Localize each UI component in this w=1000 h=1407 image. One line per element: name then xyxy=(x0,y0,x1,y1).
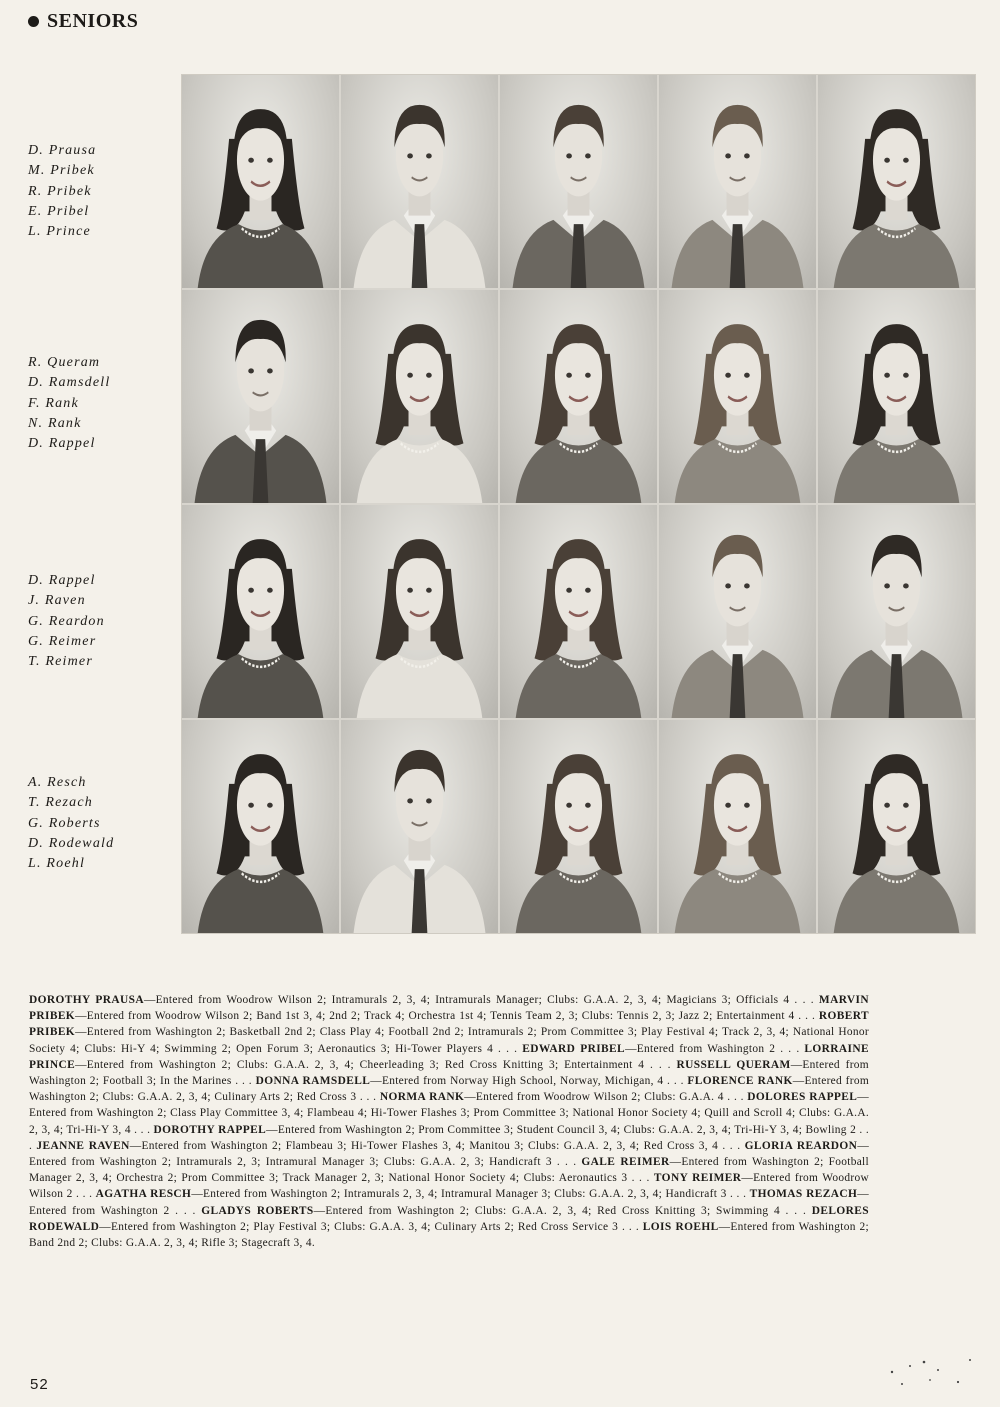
biography-entry: GLORIA REARDON—Entered from Washington 2; Intramurals 2, 3; Intramural Manager 3; Clubs: G.A.A. 2, 3; Handicraft 3 xyxy=(29,1139,870,1169)
student-name: L. Roehl xyxy=(28,856,86,872)
biography-details: Entered from Woodrow Wilson 2; Band 1st 3, 4; 2nd 2; Track 4; Orchestra 1st 4; Tennis Team 2, 3; Clubs: Tennis 2, 3; Jazz 2; Entertainment 4 xyxy=(86,1010,795,1023)
student-name: G. Roberts xyxy=(28,815,101,831)
biography-details: Entered from Washington 2; Prom Committee 3; Student Council 3, 4; Clubs: G.A.A. 2, 3, 4; Tri-Hi-Y 3, 4; Bowling 2 xyxy=(277,1123,857,1136)
biography-entry: GLADYS ROBERTS—Entered from Washington 2; Clubs: G.A.A. 2, 3, 4; Red Cross Knitting 3; Swimming 4 xyxy=(201,1204,780,1217)
senior-portrait-photo xyxy=(500,720,657,933)
biography-details: Entered from Norway High School, Norway, Michigan, 4 xyxy=(381,1075,664,1088)
biography-entry: NORMA RANK—Entered from Woodrow Wilson 2; Clubs: G.A.A. 4 xyxy=(379,1091,724,1104)
senior-portrait-photo xyxy=(818,75,975,288)
row-name-list xyxy=(28,571,105,672)
student-name: A. Resch xyxy=(28,775,87,790)
biography-entry: TONY REIMER—Entered from Woodrow Wilson 2 xyxy=(29,1172,870,1201)
senior-portrait-photo xyxy=(341,290,498,503)
biography-name: TONY REIMER xyxy=(653,1172,742,1185)
student-name: T. Rezach xyxy=(28,795,93,811)
biography-details: Entered from Washington 2; Intramurals 2, 3, 4; Intramural Manager 3; Clubs: G.A.A. 2, 3, 4; Handicraft 3 xyxy=(203,1188,727,1201)
biography-name: RUSSELL QUERAM xyxy=(676,1058,791,1071)
biography-details: Entered from Washington 2; Intramurals 2, 3; Intramural Manager 3; Clubs: G.A.A. 2, 3; Handicraft 3 xyxy=(29,1156,552,1169)
biography-details: Entered from Washington 2; Flambeau 3; Hi-Tower Flashes 3, 4; Manitou 3; Clubs: G.A.A. 2, 3, 4; Red Cross 3, 4 xyxy=(141,1139,719,1152)
biography-name: EDWARD PRIBEL xyxy=(522,1042,626,1055)
biography-text: DOROTHY PRAUSA—Entered from Woodrow Wilson 2; Intramurals 2, 3, 4; Intramurals Manager; Clubs: G.A.A. 2, 3, 4; Magicians 3; Officials 4 . . . MARVIN PRIBEK—Entered from Woodrow Wilson 2; Band 1st 3, 4; 2nd 2; Track 4; Orchestra 1st 4; Tennis Team 2, 3; Clubs: Tennis 2, 3; Jazz 2; Entertainment 4 . . . ROBERT PRIBEK—Entered from Washington 2; Basketball 2nd 2; Class Play 4; Football 2nd 2; Intramurals 2; Prom Committee 3; Play Festival 4; Track 2, 3, 4; National Honor Society 4; Clubs: Hi-Y 4; Swimming 2; Open Forum 3; Aeronautics 3; Hi-Tower Players 4 . . . EDWARD PRIBEL—Entered from Washington 2 . . . LORRAINE PRINCE—Entered from Washington 2; Clubs: G.A.A. 2, 3, 4; Cheerleading 3; Red Cross Knitting 3; Entertainment 4 . . . RUSSELL QUERAM—Entered from Washington 2; Football 3; In the Marines . . . DONNA RAMSDELL—Entered from Norway High School, Norway, Michigan, 4 . . . FLORENCE RANK—Entered from Washington 2; Clubs: G.A.A. 2, 3, 4; Culinary Arts 2; Red Cross 3 . . . NORMA RANK—Entered from Woodrow Wilson 2; Clubs: G.A.A. 4 . . . DOLORES RAPPEL—Entered from Washington 2; Class Play Committee 3, 4; Flambeau 4; Hi-Tower Flashes 3; Prom Committee 3; National Honor Society 4; Quill and Scroll 4; Clubs: G.A.A. 2, 3, 4; Tri-Hi-Y 3, 4 . . . DOROTHY RAPPEL—Entered from Washington 2; Prom Committee 3; Student Council 3, 4; Clubs: G.A.A. 2, 3, 4; Tri-Hi-Y 3, 4; Bowling 2 . . . JEANNE RAVEN—Entered from Washington 2; Flambeau 3; Hi-Tower Flashes 3, 4; Manitou 3; Clubs: G.A.A. 2, 3, 4; Red Cross 3, 4 . . . GLORIA REARDON—Entered from Washington 2; Intramurals 2, 3; Intramural Manager 3; Clubs: G.A.A. 2, 3; Handicraft 3 . . . GALE REIMER—Entered from Washington 2; Football Manager 2, 3, 4; Orchestra 2; Prom Committee 3; Track Manager 2, 3; National Honor Society 4; Clubs: Aeronautics 3 . . . TONY REIMER—Entered from Woodrow Wilson 2 . . . AGATHA RESCH—Entered from Washington 2; Intramurals 2, 3, 4; Intramural Manager 3; Clubs: G.A.A. 2, 3, 4; Handicraft 3 . . . THOMAS REZACH—Entered from Washington 2 . . . GLADYS ROBERTS—Entered from Washington 2; Clubs: G.A.A. 2, 3, 4; Red Cross Knitting 3; Swimming 4 . . . DELORES RODEWALD—Entered from Washington 2; Play Festival 3; Clubs: G.A.A. 3, 4; Culinary Arts 2; Red Cross Service 3 . . . LOIS ROEHL—Entered from Washington 2; Band 2nd 2; Clubs: G.A.A. 2, 3, 4; Rifle 3; Stagecraft 3, 4. xyxy=(29,994,870,1250)
biography-details: Entered from Washington 2; Play Festival 3; Clubs: G.A.A. 3, 4; Culinary Arts 2; Red Cross Service 3 xyxy=(111,1220,619,1233)
senior-portrait-photo xyxy=(818,505,975,718)
senior-portrait-photo xyxy=(659,75,816,288)
biography-entry: DOROTHY PRAUSA—Entered from Woodrow Wilson 2; Intramurals 2, 3, 4; Intramurals Manager; Clubs: G.A.A. 2, 3, 4; Magicians 3; Officials 4 xyxy=(29,994,790,1006)
biography-entry: LOIS ROEHL—Entered from Washington 2; Band 2nd 2; Clubs: G.A.A. 2, 3, 4; Rifle 3; Stagecraft 3, 4. xyxy=(29,1220,869,1250)
row-name-list xyxy=(28,141,96,242)
biography-entry: LORRAINE PRINCE—Entered from Washington 2; Clubs: G.A.A. 2, 3, 4; Cheerleading 3; Red Cross Knitting 3; Entertainment 4 xyxy=(29,1042,869,1071)
senior-portrait-photo xyxy=(182,75,339,288)
biography-name: ROBERT PRIBEK xyxy=(29,1010,869,1039)
student-name: L. Prince xyxy=(28,224,91,240)
senior-portrait-photo xyxy=(182,290,339,503)
biography-details: Entered from Washington 2; Class Play Committee 3, 4; Flambeau 4; Hi-Tower Flashes 3; Prom Committee 3; National Honor Society 4; Quill and Scroll 4; Clubs: G.A.A. 2, 3, 4; Tri-Hi-Y 3, 4 xyxy=(29,1107,869,1136)
student-name: R. Queram xyxy=(28,355,101,370)
senior-photo-grid xyxy=(181,74,976,934)
student-name: D. Rodewald xyxy=(28,835,115,851)
biography-details: Entered from Washington 2; Clubs: G.A.A. 2, 3, 4; Culinary Arts 2; Red Cross 3 xyxy=(29,1075,869,1104)
senior-portrait-photo xyxy=(659,505,816,718)
biography-entry: JEANNE RAVEN—Entered from Washington 2; Flambeau 3; Hi-Tower Flashes 3, 4; Manitou 3; Clubs: G.A.A. 2, 3, 4; Red Cross 3, 4 xyxy=(36,1139,719,1152)
student-name: D. Rappel xyxy=(28,436,96,452)
bullet-icon xyxy=(28,16,39,27)
biography-entry: RUSSELL QUERAM—Entered from Washington 2; Football 3; In the Marines xyxy=(29,1058,869,1088)
biography-name: DOROTHY RAPPEL xyxy=(153,1123,267,1136)
senior-portrait-photo xyxy=(341,720,498,933)
page-number: 52 xyxy=(30,1376,49,1393)
biography-details: Entered from Woodrow Wilson 2; Clubs: G.A.A. 4 xyxy=(475,1091,724,1104)
biography-entry: DOROTHY RAPPEL—Entered from Washington 2; Prom Committee 3; Student Council 3, 4; Clubs: G.A.A. 2, 3, 4; Tri-Hi-Y 3, 4; Bowling 2 xyxy=(153,1123,857,1136)
section-header xyxy=(28,10,138,33)
biography-details: Entered from Woodrow Wilson 2 xyxy=(29,1172,870,1201)
biography-name: AGATHA RESCH xyxy=(95,1188,192,1201)
biography-entry: ROBERT PRIBEK—Entered from Washington 2; Basketball 2nd 2; Class Play 4; Football 2nd 2; Intramurals 2; Prom Committee 3; Play Festival 4; Track 2, 3, 4; National Honor Society 4; Clubs: Hi-Y 4; Swimming 2; Open Forum 3; Aeronautics 3; Hi-Tower Players 4 xyxy=(29,1010,869,1055)
biography-name: THOMAS REZACH xyxy=(749,1188,858,1201)
biography-details: Entered from Woodrow Wilson 2; Intramurals 2, 3, 4; Intramurals Manager; Clubs: G.A.A. 2, 3, 4; Magicians 3; Officials 4 xyxy=(155,994,790,1006)
biography-details: Entered from Washington 2; Band 2nd 2; Clubs: G.A.A. 2, 3, 4; Rifle 3; Stagecraft 3, 4. xyxy=(29,1220,869,1250)
biography-name: MARVIN PRIBEK xyxy=(29,994,870,1023)
biography-details: Entered from Washington 2; Clubs: G.A.A. 2, 3, 4; Red Cross Knitting 3; Swimming 4 xyxy=(325,1204,780,1217)
student-name: D. Ramsdell xyxy=(28,375,111,391)
row-name-list xyxy=(28,773,114,874)
biography-name: DOROTHY PRAUSA xyxy=(29,994,144,1006)
biography-name: DOLORES RAPPEL xyxy=(747,1091,858,1104)
senior-portrait-photo xyxy=(818,290,975,503)
student-name: G. Reardon xyxy=(28,613,105,629)
biography-entry: DELORES RODEWALD—Entered from Washington 2; Play Festival 3; Clubs: G.A.A. 3, 4; Culinary Arts 2; Red Cross Service 3 xyxy=(29,1204,869,1233)
biography-name: GLORIA REARDON xyxy=(744,1139,858,1152)
senior-portrait-photo xyxy=(500,75,657,288)
biography-entry: DOLORES RAPPEL—Entered from Washington 2; Class Play Committee 3, 4; Flambeau 4; Hi-Tower Flashes 3; Prom Committee 3; National Honor Society 4; Quill and Scroll 4; Clubs: G.A.A. 2, 3, 4; Tri-Hi-Y 3, 4 xyxy=(29,1091,869,1136)
student-name: M. Pribek xyxy=(28,163,95,179)
biography-entry: EDWARD PRIBEL—Entered from Washington 2 xyxy=(522,1042,776,1055)
biography-entry: GALE REIMER—Entered from Washington 2; Football Manager 2, 3, 4; Orchestra 2; Prom Committee 3; Track Manager 2, 3; National Honor Society 4; Clubs: Aeronautics 3 xyxy=(29,1156,869,1185)
biography-entry: FLORENCE RANK—Entered from Washington 2; Clubs: G.A.A. 2, 3, 4; Culinary Arts 2; Red Cross 3 xyxy=(29,1075,869,1104)
senior-portrait-photo xyxy=(818,720,975,933)
senior-portrait-photo xyxy=(500,290,657,503)
biography-name: NORMA RANK xyxy=(379,1091,465,1104)
row-name-list xyxy=(28,353,110,454)
biography-entry: MARVIN PRIBEK—Entered from Woodrow Wilson 2; Band 1st 3, 4; 2nd 2; Track 4; Orchestra 1st 4; Tennis Team 2, 3; Clubs: Tennis 2, 3; Jazz 2; Entertainment 4 xyxy=(29,994,870,1023)
student-name: N. Rank xyxy=(28,415,82,431)
student-name: E. Pribel xyxy=(28,203,90,219)
senior-portrait-photo xyxy=(659,720,816,933)
biography-name: LORRAINE PRINCE xyxy=(29,1042,869,1071)
student-name: D. Rappel xyxy=(28,573,96,588)
biography-entry: DONNA RAMSDELL—Entered from Norway High School, Norway, Michigan, 4 xyxy=(255,1075,664,1088)
biography-details: Entered from Washington 2 xyxy=(636,1042,776,1055)
biography-details: Entered from Washington 2; Football 3; In the Marines xyxy=(29,1058,869,1088)
biography-name: GLADYS ROBERTS xyxy=(201,1204,314,1217)
print-specks xyxy=(880,1352,980,1397)
biography-details: Entered from Washington 2 xyxy=(29,1204,170,1217)
biography-details: Entered from Washington 2; Football Manager 2, 3, 4; Orchestra 2; Prom Committee 3; Track Manager 2, 3; National Honor Society 4; Clubs: Aeronautics 3 xyxy=(29,1156,869,1185)
biography-details: Entered from Washington 2; Clubs: G.A.A. 2, 3, 4; Cheerleading 3; Red Cross Knitting 3; Entertainment 4 xyxy=(86,1058,645,1071)
section-title: SENIORS xyxy=(47,10,139,32)
student-name: D. Prausa xyxy=(28,143,97,158)
senior-portrait-photo xyxy=(182,720,339,933)
biography-name: DONNA RAMSDELL xyxy=(255,1075,371,1088)
biography-name: JEANNE RAVEN xyxy=(36,1139,130,1152)
student-name: G. Reimer xyxy=(28,633,97,649)
student-name: F. Rank xyxy=(28,395,79,411)
biography-name: FLORENCE RANK xyxy=(687,1075,793,1088)
senior-portrait-photo xyxy=(341,75,498,288)
senior-portrait-photo xyxy=(341,505,498,718)
biography-entry: THOMAS REZACH—Entered from Washington 2 xyxy=(29,1188,869,1217)
student-name: T. Reimer xyxy=(28,654,93,670)
biography-name: GALE REIMER xyxy=(581,1156,670,1169)
senior-portrait-photo xyxy=(500,505,657,718)
senior-portrait-photo xyxy=(659,290,816,503)
biography-details: Entered from Washington 2; Basketball 2nd 2; Class Play 4; Football 2nd 2; Intramurals 2; Prom Committee 3; Play Festival 4; Track 2, 3, 4; National Honor Society 4; Clubs: Hi-Y 4; Swimming 2; Open Forum 3; Aeronautics 3; Hi-Tower Players 4 xyxy=(29,1026,869,1055)
student-name: R. Pribek xyxy=(28,183,92,199)
student-name: J. Raven xyxy=(28,593,86,609)
senior-portrait-photo xyxy=(182,505,339,718)
biography-name: LOIS ROEHL xyxy=(642,1220,719,1233)
biography-entry: AGATHA RESCH—Entered from Washington 2; Intramurals 2, 3, 4; Intramural Manager 3; Clubs: G.A.A. 2, 3, 4; Handicraft 3 xyxy=(95,1188,727,1201)
biography-name: DELORES RODEWALD xyxy=(29,1204,869,1233)
